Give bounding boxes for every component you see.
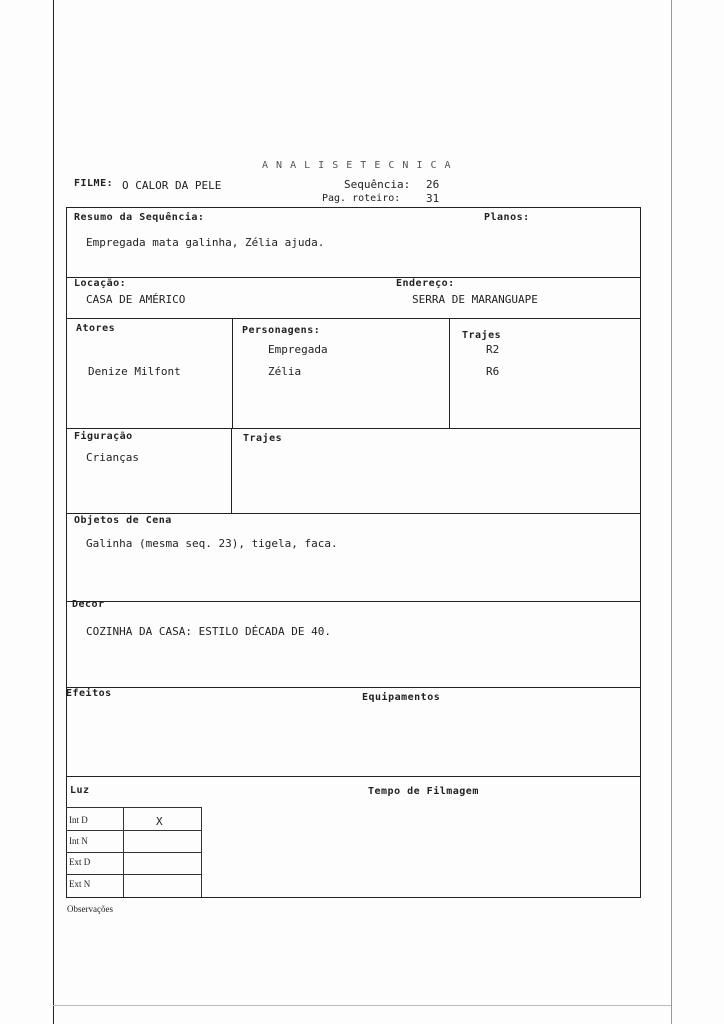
pag-roteiro-value: 31 [426,192,440,205]
divider-resumo [66,277,641,278]
divider-atores [232,318,233,428]
divider-figuracao [231,428,232,513]
sequencia-value: 26 [426,178,440,191]
divider-elenco [66,428,641,429]
sequencia-label: Sequência: [344,178,411,191]
filme-label: FILME: [74,178,114,189]
luz-row-label: Ext N [69,879,91,889]
divider-decor [66,687,641,688]
document-title: A N A L I S E T E C N I C A [262,160,452,171]
luz-row-label: Int N [69,836,88,846]
luz-table [66,807,202,898]
endereco-value: SERRA DE MARANGUAPE [412,293,538,306]
luz-row-label: Int D [69,815,88,825]
planos-label: Planos: [484,212,530,223]
decor-value: COZINHA DA CASA: ESTILO DÉCADA DE 40. [86,625,332,638]
filme-value: O CALOR DA PELE [122,179,222,192]
observacoes-label: Observações [67,904,113,914]
divider-personagens [449,318,450,428]
divider-efeitos [66,776,641,777]
decor-label: Decor [72,599,105,610]
luz-row-label: Ext D [69,857,91,867]
figuracao-trajes-label: Trajes [243,433,283,444]
locacao-value: CASA DE AMÉRICO [86,293,186,306]
resumo-label: Resumo da Sequência: [74,212,205,223]
personagem-item: Zélia [268,365,302,378]
objetos-value: Galinha (mesma seq. 23), tigela, faca. [86,537,338,550]
equipamentos-label: Equipamentos [362,692,441,703]
atores-label: Atores [76,323,116,334]
form-bottom-line [66,897,641,898]
objetos-label: Objetos de Cena [74,515,172,526]
divider-figuracao-bottom [66,513,641,514]
traje-item: R6 [486,365,500,378]
figuracao-value: Crianças [86,451,139,464]
page-bottom-rule [53,1005,671,1006]
figuracao-label: Figuração [74,431,133,442]
resumo-value: Empregada mata galinha, Zélia ajuda. [86,236,325,249]
luz-label: Luz [70,785,90,796]
locacao-label: Locação: [74,278,127,289]
form-left-line [66,207,67,898]
divider-objetos [66,601,641,602]
traje-item: R2 [486,343,500,356]
personagem-item: Empregada [268,343,328,356]
form-right-line [640,207,641,898]
form-top-line [66,207,641,208]
endereco-label: Endereço: [396,278,455,289]
tempo-filmagem-label: Tempo de Filmagem [368,786,479,797]
divider-locacao [66,318,641,319]
trajes-label: Trajes [462,330,502,341]
page-right-edge [671,0,672,1024]
personagens-label: Personagens: [242,325,321,336]
page-left-edge [53,0,54,1024]
ator-item: Denize Milfont [88,365,181,378]
pag-roteiro-label: Pag. roteiro: [322,193,401,204]
luz-row-mark: X [156,815,163,828]
efeitos-label: Efeitos [66,688,112,699]
